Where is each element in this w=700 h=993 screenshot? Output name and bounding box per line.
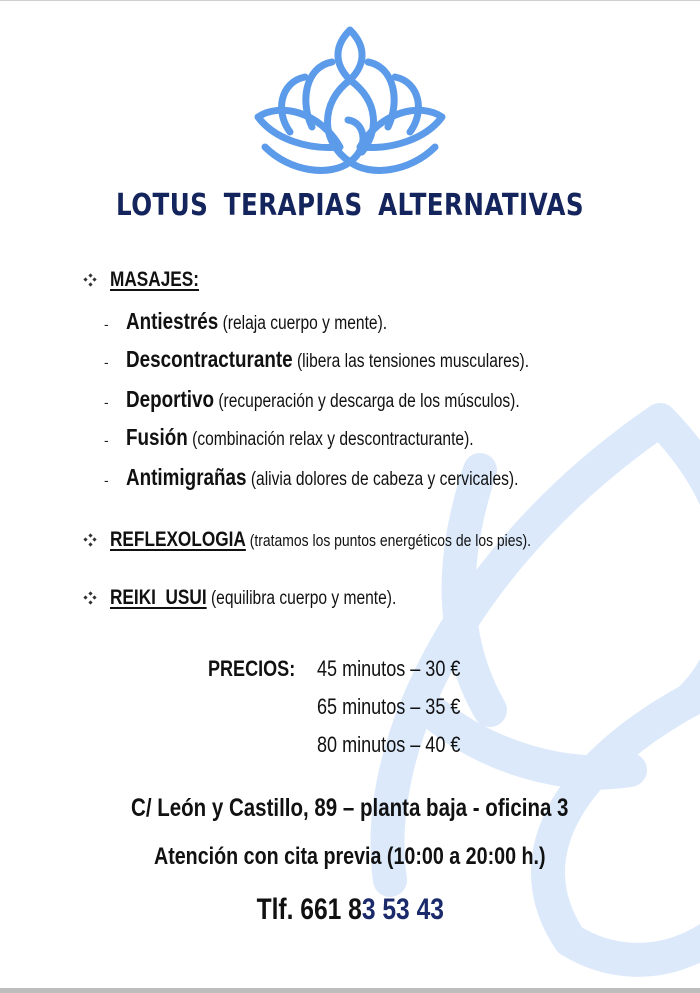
dash-bullet: -	[104, 432, 109, 448]
phone-suffix: 3 53 43	[361, 893, 444, 926]
list-item	[104, 308, 444, 335]
opening-hours: Atención con cita previa (10:00 a 20:00 h.)	[154, 843, 546, 870]
dash-bullet: -	[104, 316, 109, 332]
four-diamond-bullet-icon	[84, 274, 96, 286]
dash-bullet: -	[104, 472, 109, 488]
section-heading: MASAJES:	[110, 268, 199, 291]
section-description: (tratamos los puntos energéticos de los pies).	[245, 531, 532, 550]
price-row: 80 minutos – 40 €	[317, 732, 461, 757]
section-heading: REFLEXOLOGIA	[110, 528, 246, 551]
item-name: Antimigrañas	[126, 464, 247, 490]
item-name: Deportivo	[126, 386, 215, 412]
phone-number	[0, 893, 700, 927]
item-name: Antiestrés	[126, 308, 219, 334]
item-description: (combinación relax y descontracturante).	[187, 429, 474, 450]
address: C/ León y Castillo, 89 – planta baja - oficina 3	[131, 794, 569, 822]
section-masajes	[84, 268, 219, 292]
item-description: (alivia dolores de cabeza y cervicales).	[246, 469, 519, 490]
section-heading: REIKI USUI	[110, 586, 207, 609]
price-row: 45 minutos – 30 €	[317, 656, 461, 681]
item-description: (libera las tensiones musculares).	[292, 351, 530, 372]
section-description: (equilibra cuerpo y mente).	[206, 588, 397, 609]
item-description: (recuperación y descarga de los músculos).	[214, 391, 520, 412]
section-reiki	[84, 586, 459, 610]
prices-label: PRECIOS:	[208, 656, 296, 681]
four-diamond-bullet-icon	[84, 592, 96, 604]
list-item	[104, 424, 550, 451]
four-diamond-bullet-icon	[84, 534, 96, 546]
item-description: (relaja cuerpo y mente).	[218, 313, 388, 334]
list-item	[104, 346, 618, 373]
item-name: Descontracturante	[126, 346, 293, 372]
list-item	[104, 386, 606, 413]
price-row: 65 minutos – 35 €	[317, 694, 461, 719]
phone-prefix: Tlf. 661 8	[256, 893, 362, 926]
list-item	[104, 464, 605, 491]
dash-bullet: -	[104, 354, 109, 370]
section-reflexologia	[84, 528, 623, 552]
item-name: Fusión	[126, 424, 188, 450]
business-title: LOTUS TERAPIAS ALTERNATIVAS	[116, 188, 584, 223]
dash-bullet: -	[104, 394, 109, 410]
